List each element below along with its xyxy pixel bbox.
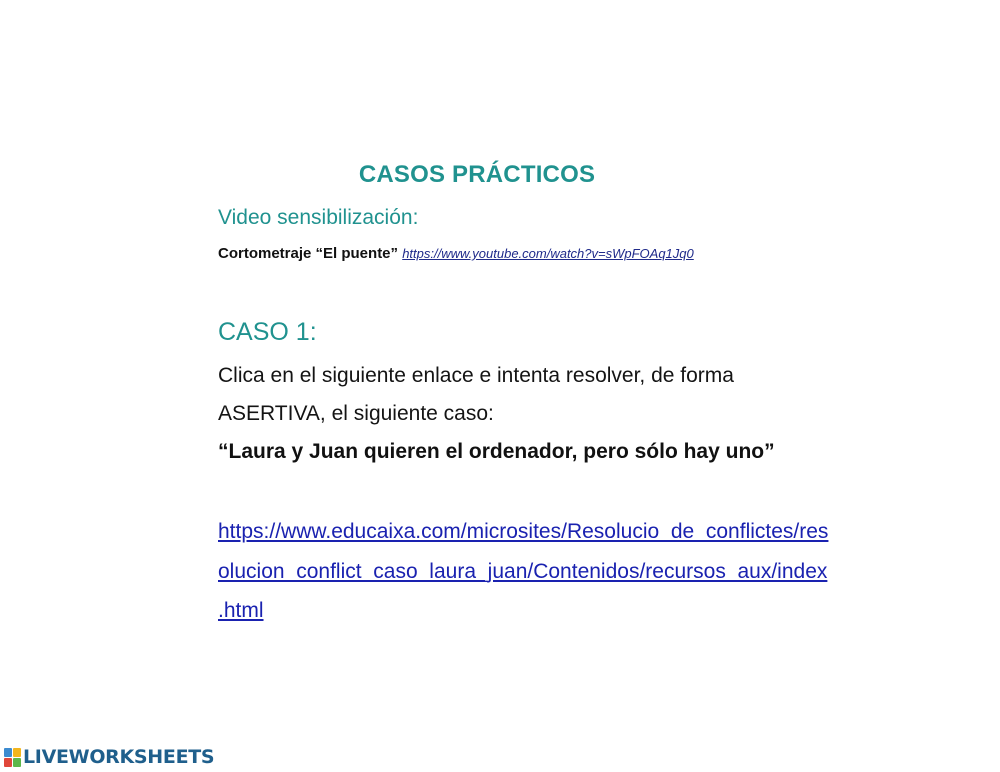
film-link[interactable]: https://www.youtube.com/watch?v=sWpFOAq1Jq0 bbox=[402, 246, 694, 261]
page-title: CASOS PRÁCTICOS bbox=[358, 161, 596, 188]
case-link-line-2[interactable]: olucion_conflict_caso_laura_juan/Contenidos/recursos_aux/index bbox=[218, 560, 828, 583]
film-label: Cortometraje “El puente” bbox=[218, 245, 399, 262]
film-line bbox=[218, 245, 694, 262]
case-quote: “Laura y Juan quieren el ordenador, pero sólo hay uno” bbox=[218, 440, 775, 463]
video-heading: Video sensibilización: bbox=[218, 206, 419, 229]
brand-footer bbox=[4, 745, 214, 769]
case-heading: CASO 1: bbox=[218, 318, 317, 346]
case-link-line-1[interactable]: https://www.educaixa.com/microsites/Resolucio_de_conflictes/res bbox=[218, 520, 829, 543]
liveworksheets-logo-icon bbox=[4, 748, 21, 767]
case-link-line-3[interactable]: .html bbox=[218, 599, 264, 622]
instruction-line-2: ASERTIVA, el siguiente caso: bbox=[218, 402, 494, 425]
instruction-line-1: Clica en el siguiente enlace e intenta resolver, de forma bbox=[218, 364, 734, 387]
brand-name: LIVEWORKSHEETS bbox=[23, 746, 215, 768]
